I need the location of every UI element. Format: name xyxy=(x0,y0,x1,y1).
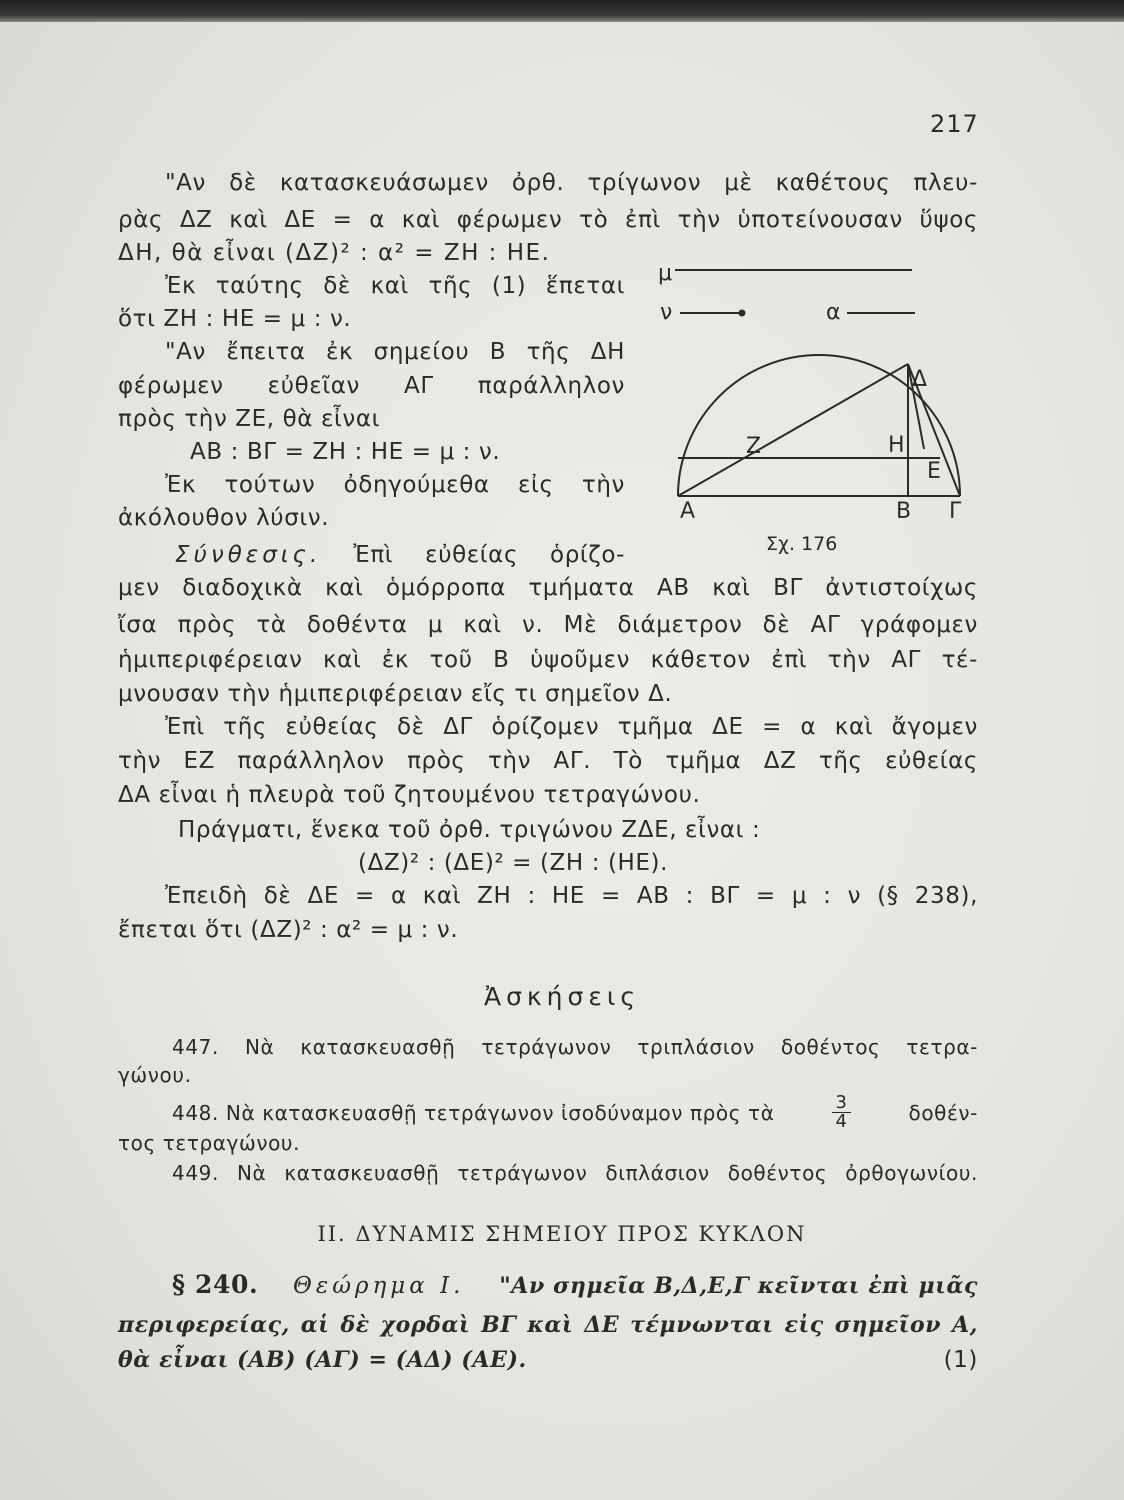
equation-number: (1) xyxy=(943,1347,978,1373)
exercises-heading: Ἀσκήσεις xyxy=(483,982,640,1011)
chapter-title: ΙΙ. ΔΥΝΑΜΙΣ ΣΗΜΕΙΟΥ ΠΡΟΣ ΚΥΚΛΟΝ xyxy=(317,1222,807,1246)
exercise-447-line-1: 447. Νὰ κατασκευασθῇ τετράγωνον τριπλάσιον δοθέντος τετρα- xyxy=(172,1035,978,1059)
chord-ad xyxy=(678,364,908,496)
exercise-448-line-2: τος τετραγώνου. xyxy=(118,1131,301,1155)
synthesis-line-3: ἡμιπεριφέρειαν καὶ ἐκ τοῦ Β ὑψοῦμεν κάθετον ἐπὶ τὴν ΑΓ τέ- xyxy=(118,647,978,673)
intro-line-5: ὅτι ΖΗ : ΗΕ = μ : ν. xyxy=(118,306,352,332)
label-alpha-point: Α xyxy=(680,499,696,524)
intro-line-4: Ἐκ ταύτης δὲ καὶ τῆς (1) ἕπεται xyxy=(165,273,625,299)
synthesis-first: Ἐπὶ εὐθείας ὁρίζο- xyxy=(353,542,625,568)
synthesis-line-11: ἔπεται ὅτι (ΔΖ)² : α² = μ : ν. xyxy=(118,917,459,943)
exercise-447-line-2: γώνου. xyxy=(118,1063,192,1087)
fraction-denominator: 4 xyxy=(835,1111,848,1132)
theorem-text-1: "Αν σημεῖα Β,Δ,Ε,Γ κεῖνται ἐπὶ μιᾶς xyxy=(499,1273,978,1299)
theorem-label: Θεώρημα Ι. xyxy=(293,1273,465,1299)
label-epsilon: Ε xyxy=(927,459,941,484)
segment-nu-end xyxy=(740,311,745,316)
exercise-448-text: 448. Νὰ κατασκευασθῇ τετράγωνον ἰσοδύναμον πρὸς τὰ xyxy=(172,1100,775,1125)
synthesis-line-4: μνουσαν τὴν ἡμιπεριφέρειαν εἴς τι σημεῖον Δ. xyxy=(118,681,673,707)
exercise-449: 449. Νὰ κατασκευασθῇ τετράγωνον διπλάσιον δοθέντος ὀρθογωνίου. xyxy=(172,1161,978,1185)
synthesis-line-5: Ἐπὶ τῆς εὐθείας δὲ ΔΓ ὁρίζομεν τμῆμα ΔΕ = α καὶ ἄγομεν xyxy=(165,714,978,740)
theorem-line-1 xyxy=(172,1270,978,1301)
synthesis-line-6: τὴν ΕΖ παράλληλον πρὸς τὴν ΑΓ. Τὸ τμῆμα ΔΖ τῆς εὐθείας xyxy=(118,748,978,774)
intro-line-11: ἀκόλουθον λύσιν. xyxy=(118,505,330,531)
synthesis-label: Σύνθεσις. xyxy=(175,542,322,568)
intro-line-7: φέρωμεν εὐθεῖαν ΑΓ παράλληλον xyxy=(118,373,625,399)
label-eta: Η xyxy=(888,433,905,458)
label-beta: Β xyxy=(896,499,912,524)
synthesis-line-8: Πράγματι, ἕνεκα τοῦ ὀρθ. τριγώνου ΖΔΕ, εἶναι : xyxy=(178,817,761,843)
exercise-448-after: δοθέν- xyxy=(908,1100,978,1125)
intro-line-10: Ἐκ τούτων ὀδηγούμεθα εἰς τὴν xyxy=(165,472,625,498)
figure-caption: Σχ. 176 xyxy=(766,533,838,555)
figure-176 xyxy=(640,240,980,570)
label-delta: Δ xyxy=(912,367,928,392)
synthesis-first-line xyxy=(175,540,625,570)
label-nu: ν xyxy=(660,300,673,325)
exercise-448-line-1 xyxy=(172,1094,978,1131)
label-zeta: Ζ xyxy=(746,434,762,459)
page-number: 217 xyxy=(930,110,979,138)
intro-line-9: ΑΒ : ΒΓ = ΖΗ : ΗΕ = μ : ν. xyxy=(190,439,501,465)
theorem-text-3: θὰ εἶναι (ΑΒ) (ΑΓ) = (ΑΔ) (ΑΕ). xyxy=(118,1347,527,1373)
label-gamma: Γ xyxy=(949,499,962,524)
intro-line-2: ρὰς ΔΖ καὶ ΔΕ = α καὶ φέρωμεν τὸ ἐπὶ τὴν ὑποτείνουσαν ὕψος xyxy=(118,207,978,233)
intro-line-1: "Αν δὲ κατασκευάσωμεν ὀρθ. τρίγωνον μὲ καθέτους πλευ- xyxy=(165,170,978,196)
theorem-line-3 xyxy=(118,1345,978,1375)
fraction-three-quarters xyxy=(832,1094,850,1131)
synthesis-line-2: ἴσα πρὸς τὰ δοθέντα μ καὶ ν. Μὲ διάμετρον δὲ ΑΓ γράφομεν xyxy=(118,612,978,638)
fraction-numerator: 3 xyxy=(832,1094,850,1113)
synthesis-line-10: Ἐπειδὴ δὲ ΔΕ = α καὶ ΖΗ : ΗΕ = ΑΒ : ΒΓ = μ : ν (§ 238), xyxy=(165,883,978,909)
scan-top-border xyxy=(0,0,1124,22)
intro-line-8: πρὸς τὴν ΖΕ, θὰ εἶναι xyxy=(118,406,380,432)
synthesis-line-7: ΔΑ εἶναι ἡ πλευρὰ τοῦ ζητουμένου τετραγώνου. xyxy=(118,782,701,808)
synthesis-equation: (ΔΖ)² : (ΔΕ)² = (ΖΗ : (ΗΕ). xyxy=(358,850,669,876)
intro-line-3: ΔΗ, θὰ εἶναι (ΔΖ)² : α² = ΖΗ : ΗΕ. xyxy=(118,240,551,266)
intro-line-6: "Αν ἔπειτα ἐκ σημείου Β τῆς ΔΗ xyxy=(165,339,625,365)
synthesis-line-1: μεν διαδοχικὰ καὶ ὁμόρροπα τμήματα ΑΒ καὶ ΒΓ ἀντιστοίχως xyxy=(118,575,978,601)
section-number: § 240. xyxy=(172,1270,259,1299)
label-alpha: α xyxy=(826,300,841,325)
theorem-line-2: περιφερείας, αἱ δὲ χορδαὶ ΒΓ καὶ ΔΕ τέμνωνται εἰς σημεῖον Α, xyxy=(118,1312,978,1338)
label-mu: μ xyxy=(658,261,672,286)
